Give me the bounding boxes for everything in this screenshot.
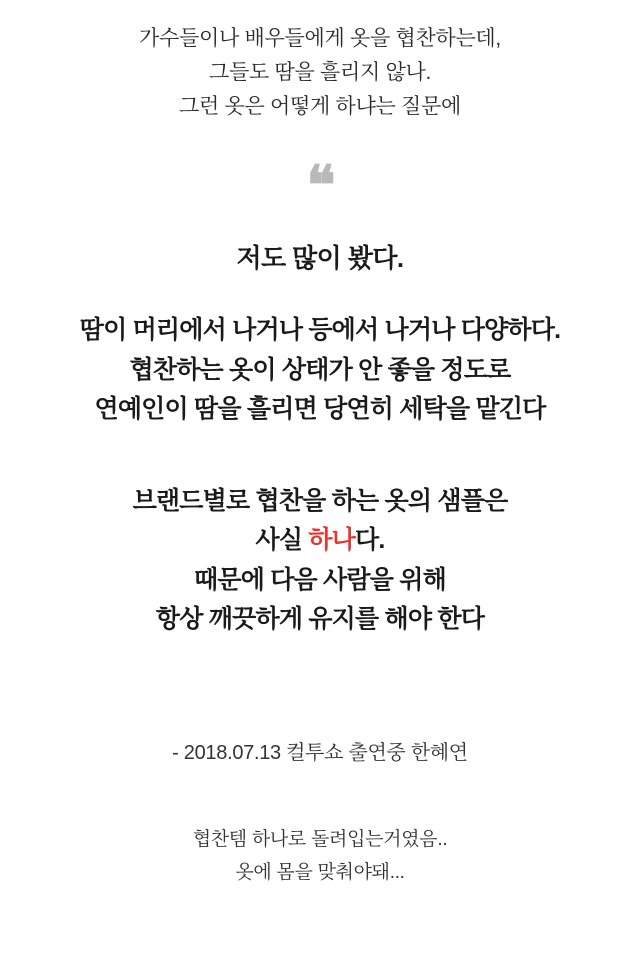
quotation-mark-icon: ❝ bbox=[306, 153, 334, 218]
intro-line-3: 그런 옷은 어떻게 하냐는 질문에 bbox=[179, 95, 461, 119]
intro-paragraph bbox=[139, 22, 501, 124]
footnote-line-2: 옷에 몸을 맞춰야돼... bbox=[235, 861, 405, 883]
headline: 저도 많이 봤다. bbox=[236, 243, 404, 274]
body-line-5-suffix: 다. bbox=[355, 526, 385, 555]
body-line-6: 때문에 다음 사람을 위해 bbox=[194, 565, 446, 594]
body-line-5-prefix: 사실 bbox=[255, 526, 309, 555]
highlighted-word: 하나 bbox=[308, 526, 356, 555]
footnote bbox=[193, 823, 448, 890]
intro-line-1: 가수들이나 배우들에게 옷을 협찬하는데, bbox=[139, 27, 501, 50]
source-attribution: - 2018.07.13 컬투쇼 출연중 한혜연 bbox=[172, 741, 468, 764]
body-line-3: 연예인이 땀을 흘리면 당연히 세탁을 맡긴다 bbox=[94, 395, 546, 424]
body-line-7: 항상 깨끗하게 유지를 해야 한다 bbox=[155, 605, 485, 634]
body-line-4: 브랜드별로 협찬을 하는 옷의 샘플은 bbox=[132, 486, 508, 515]
body-block-1 bbox=[80, 311, 561, 430]
body-line-1: 땀이 머리에서 나거나 등에서 나거나 다양하다. bbox=[79, 316, 561, 345]
body-line-5 bbox=[133, 521, 508, 561]
intro-line-2: 그들도 땀을 흘리지 않나. bbox=[209, 61, 431, 85]
footnote-line-1: 협찬템 하나로 돌려입는거였음.. bbox=[192, 828, 448, 850]
body-line-2: 협찬하는 옷이 상태가 안 좋을 정도로 bbox=[129, 355, 511, 384]
body-block-2 bbox=[133, 482, 508, 640]
